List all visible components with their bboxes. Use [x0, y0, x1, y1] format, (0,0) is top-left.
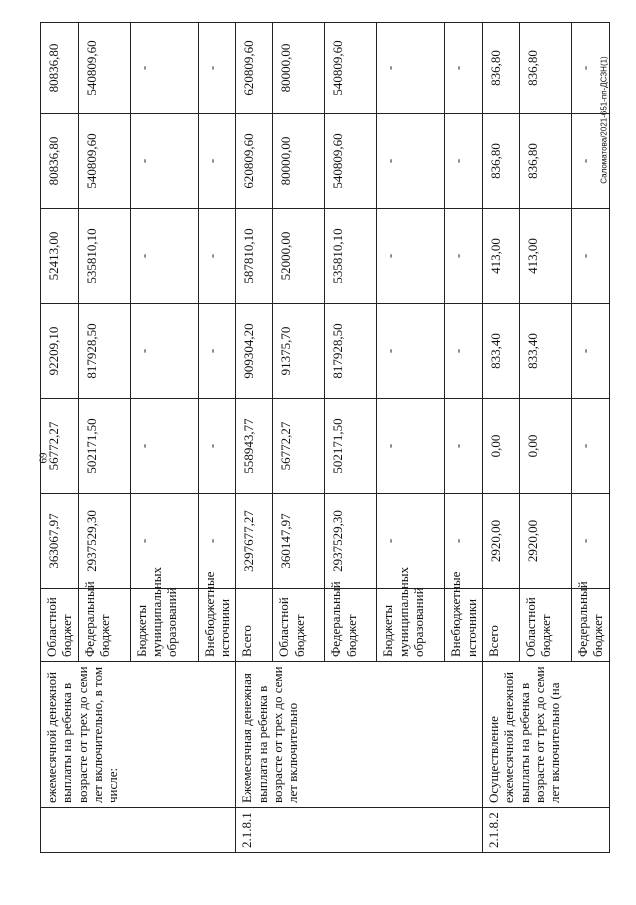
footer-text: Саломатова/2021-651-пп-ДСЗН(1) [599, 56, 609, 184]
amount-cell: - [130, 209, 198, 304]
amount-cell: 363067,97 [41, 494, 79, 589]
amount-cell: - [571, 114, 609, 209]
amount-cell: 817928,50 [325, 304, 377, 399]
amount-cell: - [445, 114, 483, 209]
amount-cell: 587810,10 [236, 209, 273, 304]
amount-cell: - [445, 209, 483, 304]
amount-cell: - [377, 304, 445, 399]
amount-cell: - [377, 23, 445, 114]
amount-cell: - [130, 114, 198, 209]
item-name-cell: ежемесячной денежной выплаты на ребенка в возрасте от трех до семи лет включительно, в том числе: [41, 662, 236, 808]
funding-source-cell: Федеральный бюджет [78, 589, 130, 662]
amount-cell: 540809,60 [325, 23, 377, 114]
table-row [482, 23, 519, 853]
item-code-cell [41, 808, 236, 853]
budget-table [37, 22, 610, 853]
funding-source-cell: Бюджеты муниципальных образований [377, 589, 445, 662]
amount-cell: - [198, 399, 236, 494]
amount-cell: - [445, 494, 483, 589]
amount-cell: 535810,10 [78, 209, 130, 304]
amount-cell: - [130, 304, 198, 399]
amount-cell: 92209,10 [41, 304, 79, 399]
table-row [41, 23, 79, 853]
amount-cell: - [130, 399, 198, 494]
amount-cell: 540809,60 [78, 114, 130, 209]
amount-cell: 52413,00 [41, 209, 79, 304]
amount-cell: - [198, 304, 236, 399]
item-name-cell: Осуществление ежемесячной денежной выплаты на ребенка в возрасте от трех до семи лет включительно (на [482, 662, 609, 808]
item-code-cell: 2.1.8.2 [482, 808, 609, 853]
funding-source-cell: Внебюджетные источники [198, 589, 236, 662]
funding-source-cell: Областной бюджет [273, 589, 325, 662]
amount-cell: - [130, 494, 198, 589]
amount-cell: 0,00 [482, 399, 519, 494]
funding-source-cell: Внебюджетные источники [445, 589, 483, 662]
amount-cell: 909304,20 [236, 304, 273, 399]
amount-cell: 833,40 [519, 304, 571, 399]
amount-cell: - [571, 399, 609, 494]
amount-cell: 836,80 [519, 114, 571, 209]
amount-cell: 836,80 [482, 23, 519, 114]
amount-cell: 56772,27 [273, 399, 325, 494]
amount-cell: - [198, 114, 236, 209]
amount-cell: 836,80 [519, 23, 571, 114]
amount-cell: 502171,50 [325, 399, 377, 494]
amount-cell: 540809,60 [78, 23, 130, 114]
amount-cell: - [130, 23, 198, 114]
amount-cell: - [571, 494, 609, 589]
amount-cell: 413,00 [519, 209, 571, 304]
page-number: 69 [37, 452, 50, 464]
amount-cell: 56772,27 [41, 399, 79, 494]
amount-cell: - [198, 23, 236, 114]
table-body [41, 23, 610, 853]
amount-cell: 80836,80 [41, 114, 79, 209]
amount-cell: - [377, 114, 445, 209]
amount-cell: - [377, 209, 445, 304]
table-row [236, 23, 273, 853]
amount-cell: 360147,97 [273, 494, 325, 589]
amount-cell: - [445, 304, 483, 399]
funding-source-cell: Областной бюджет [41, 589, 79, 662]
funding-source-cell: Областной бюджет [519, 589, 571, 662]
amount-cell: 80836,80 [41, 23, 79, 114]
amount-cell: - [571, 209, 609, 304]
amount-cell: - [198, 209, 236, 304]
funding-source-cell: Бюджеты муниципальных образований [130, 589, 198, 662]
amount-cell: - [571, 23, 609, 114]
amount-cell: 833,40 [482, 304, 519, 399]
funding-source-cell: Федеральный бюджет [325, 589, 377, 662]
amount-cell: 535810,10 [325, 209, 377, 304]
amount-cell: 540809,60 [325, 114, 377, 209]
item-code-cell: 2.1.8.1 [236, 808, 483, 853]
amount-cell: 80000,00 [273, 114, 325, 209]
amount-cell: - [198, 494, 236, 589]
amount-cell: 620809,60 [236, 23, 273, 114]
amount-cell: - [377, 494, 445, 589]
amount-cell: 558943,77 [236, 399, 273, 494]
amount-cell: 2937529,30 [325, 494, 377, 589]
amount-cell: - [571, 304, 609, 399]
amount-cell: 2937529,30 [78, 494, 130, 589]
amount-cell: - [445, 23, 483, 114]
amount-cell: 413,00 [482, 209, 519, 304]
amount-cell: 3297677,27 [236, 494, 273, 589]
funding-source-cell: Всего [236, 589, 273, 662]
amount-cell: 836,80 [482, 114, 519, 209]
amount-cell: - [377, 399, 445, 494]
amount-cell: 620809,60 [236, 114, 273, 209]
amount-cell: - [445, 399, 483, 494]
item-name-cell: Ежемесячная денежная выплата на ребенка в возрасте от трех до семи лет включительно [236, 662, 483, 808]
funding-source-cell: Федеральный бюджет [571, 589, 609, 662]
amount-cell: 91375,70 [273, 304, 325, 399]
amount-cell: 2920,00 [482, 494, 519, 589]
amount-cell: 80000,00 [273, 23, 325, 114]
amount-cell: 502171,50 [78, 399, 130, 494]
amount-cell: 2920,00 [519, 494, 571, 589]
funding-source-cell: Всего [482, 589, 519, 662]
amount-cell: 817928,50 [78, 304, 130, 399]
amount-cell: 52000,00 [273, 209, 325, 304]
amount-cell: 0,00 [519, 399, 571, 494]
